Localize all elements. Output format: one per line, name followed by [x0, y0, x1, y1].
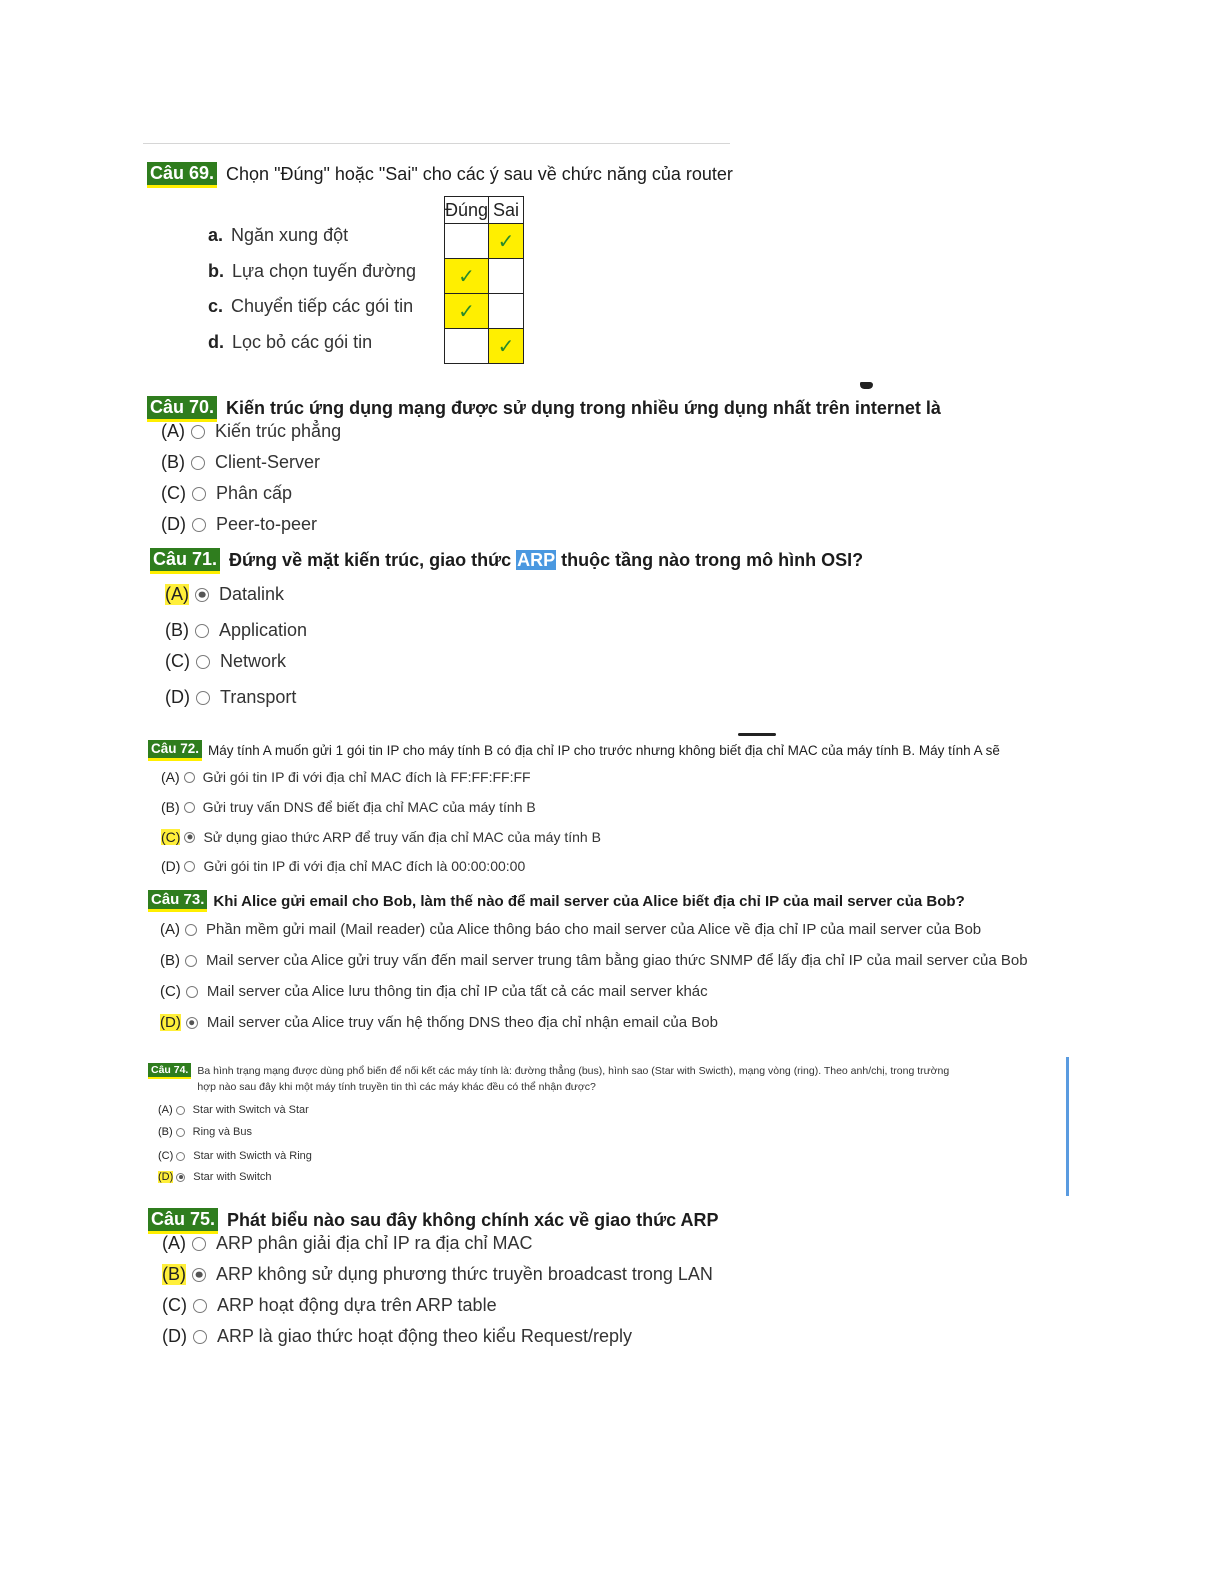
option-a[interactable]: (A) Gửi gói tin IP đi với địa chỉ MAC đích là FF:FF:FF:FF: [161, 769, 531, 785]
option-a[interactable]: (A) ARP phân giải địa chỉ IP ra địa chỉ MAC: [162, 1233, 533, 1253]
question-tag: Câu 75.: [148, 1208, 218, 1234]
option-d-selected[interactable]: (D) Star with Switch: [158, 1171, 272, 1183]
radio-icon[interactable]: [196, 691, 210, 705]
column-false-header: Sai: [489, 197, 524, 224]
cell-d-true[interactable]: [445, 329, 489, 364]
option-c[interactable]: (C) Star with Swicth và Ring: [158, 1150, 312, 1162]
radio-icon[interactable]: [196, 655, 210, 669]
radio-icon[interactable]: [184, 802, 195, 813]
option-c-selected[interactable]: (C) Sử dụng giao thức ARP để truy vấn địa chỉ MAC của máy tính B: [161, 829, 601, 845]
radio-icon[interactable]: [193, 1299, 207, 1313]
radio-selected-icon[interactable]: [176, 1173, 185, 1182]
radio-icon[interactable]: [184, 861, 195, 872]
question-71: [150, 548, 863, 574]
option-c[interactable]: (C) ARP hoạt động dựa trên ARP table: [162, 1295, 497, 1315]
question-tag: Câu 70.: [147, 396, 217, 422]
option-c[interactable]: (C) Phân cấp: [161, 483, 293, 503]
highlighted-term: ARP: [517, 550, 556, 571]
radio-selected-icon[interactable]: [184, 832, 195, 843]
option-b[interactable]: (B) Application: [165, 620, 308, 640]
question-74: [148, 1063, 1053, 1095]
question-text: Máy tính A muốn gửi 1 gói tin IP cho máy tính B có địa chỉ IP cho trước nhưng không biết địa chỉ MAC của máy tính B. Máy tính A sẽ: [208, 742, 1000, 758]
radio-icon[interactable]: [192, 518, 206, 532]
question-tag: Câu 74.: [148, 1063, 191, 1079]
question-text: Phát biểu nào sau đây không chính xác về giao thức ARP: [227, 1210, 719, 1231]
radio-selected-icon[interactable]: [195, 588, 209, 602]
statement-d: d. Lọc bỏ các gói tin: [208, 332, 373, 352]
option-a-selected[interactable]: (A) Datalink: [165, 584, 285, 604]
radio-selected-icon[interactable]: [186, 1017, 198, 1029]
cell-a-false-checked[interactable]: ✓: [489, 224, 524, 259]
question-text: Khi Alice gửi email cho Bob, làm thế nào để mail server của Alice biết địa chỉ IP của mail server của Bob?: [213, 892, 965, 910]
radio-icon[interactable]: [191, 456, 205, 470]
statement-a: a. Ngăn xung đột: [208, 225, 349, 245]
option-a[interactable]: (A) Star with Switch và Star: [158, 1104, 309, 1116]
cell-b-false[interactable]: [489, 259, 524, 294]
top-divider: [143, 143, 730, 144]
cell-c-true-checked[interactable]: ✓: [445, 294, 489, 329]
radio-selected-icon[interactable]: [192, 1268, 206, 1282]
option-c[interactable]: (C) Mail server của Alice lưu thông tin địa chỉ IP của tất cả các mail server khác: [160, 983, 708, 1000]
option-b-selected[interactable]: (B) ARP không sử dụng phương thức truyền broadcast trong LAN: [162, 1264, 713, 1284]
cell-a-true[interactable]: [445, 224, 489, 259]
question-text: Chọn "Đúng" hoặc "Sai" cho các ý sau về chức năng của router: [226, 164, 733, 185]
question-70: [147, 396, 941, 422]
question-tag: Câu 73.: [148, 890, 207, 912]
question-text: Kiến trúc ứng dụng mạng được sử dụng trong nhiều ứng dụng nhất trên internet là: [226, 398, 941, 419]
option-d[interactable]: (D) ARP là giao thức hoạt động theo kiểu Request/reply: [162, 1326, 632, 1346]
option-d[interactable]: (D) Transport: [165, 687, 297, 707]
question-75: [148, 1208, 719, 1234]
option-d-selected[interactable]: (D) Mail server của Alice truy vấn hệ thống DNS theo địa chỉ nhận email của Bob: [160, 1014, 718, 1031]
cell-d-false-checked[interactable]: ✓: [489, 329, 524, 364]
option-c[interactable]: (C) Network: [165, 651, 287, 671]
column-true-header: Đúng: [445, 197, 489, 224]
scroll-indicator: [1066, 1057, 1069, 1196]
radio-icon[interactable]: [195, 624, 209, 638]
option-d[interactable]: (D) Gửi gói tin IP đi với địa chỉ MAC đích là 00:00:00:00: [161, 858, 526, 874]
radio-icon[interactable]: [185, 955, 197, 967]
option-b[interactable]: (B) Client-Server: [161, 452, 321, 472]
cell-c-false[interactable]: [489, 294, 524, 329]
statement-c: c. Chuyển tiếp các gói tin: [208, 296, 414, 316]
radio-icon[interactable]: [185, 924, 197, 936]
option-b[interactable]: (B) Ring và Bus: [158, 1126, 252, 1138]
question-tag: Câu 72.: [148, 740, 202, 761]
scan-mark: [860, 382, 873, 389]
radio-icon[interactable]: [192, 487, 206, 501]
radio-icon[interactable]: [192, 1237, 206, 1251]
radio-icon[interactable]: [186, 986, 198, 998]
question-72: [148, 740, 1000, 761]
question-tag: Câu 69.: [147, 162, 217, 188]
scan-mark: [738, 733, 776, 736]
question-73: [148, 890, 965, 912]
option-b[interactable]: (B) Mail server của Alice gửi truy vấn đến mail server trung tâm bằng giao thức SNMP để lấy địa chỉ IP của mail server của Bob: [160, 952, 1028, 969]
true-false-table: [444, 196, 524, 364]
question-text: Đứng về mặt kiến trúc, giao thức ARP thuộc tầng nào trong mô hình OSI?: [229, 550, 864, 571]
option-b[interactable]: (B) Gửi truy vấn DNS để biết địa chỉ MAC của máy tính B: [161, 799, 536, 815]
radio-icon[interactable]: [176, 1152, 185, 1161]
radio-icon[interactable]: [176, 1106, 185, 1115]
question-69: [147, 162, 733, 188]
radio-icon[interactable]: [191, 425, 205, 439]
option-d[interactable]: (D) Peer-to-peer: [161, 514, 318, 534]
statement-b: b. Lựa chọn tuyến đường: [208, 261, 417, 281]
radio-icon[interactable]: [176, 1128, 185, 1137]
cell-b-true-checked[interactable]: ✓: [445, 259, 489, 294]
question-text: Ba hình trạng mạng được dùng phổ biến để nối kết các máy tính là: đường thẳng (bus), hình sao (Star with Swicth), mạng vòng (ring). Theo anh/chị, trong trường hợp nào sau đây khi một máy tính truyền tin thì các máy khác đều có thể nhận được?: [197, 1065, 950, 1093]
radio-icon[interactable]: [184, 772, 195, 783]
option-a[interactable]: (A) Phần mềm gửi mail (Mail reader) của Alice thông báo cho mail server của Alice về địa chỉ IP của mail server của Bob: [160, 921, 982, 938]
option-a[interactable]: (A) Kiến trúc phẳng: [161, 421, 342, 441]
question-tag: Câu 71.: [150, 548, 220, 574]
radio-icon[interactable]: [193, 1330, 207, 1344]
